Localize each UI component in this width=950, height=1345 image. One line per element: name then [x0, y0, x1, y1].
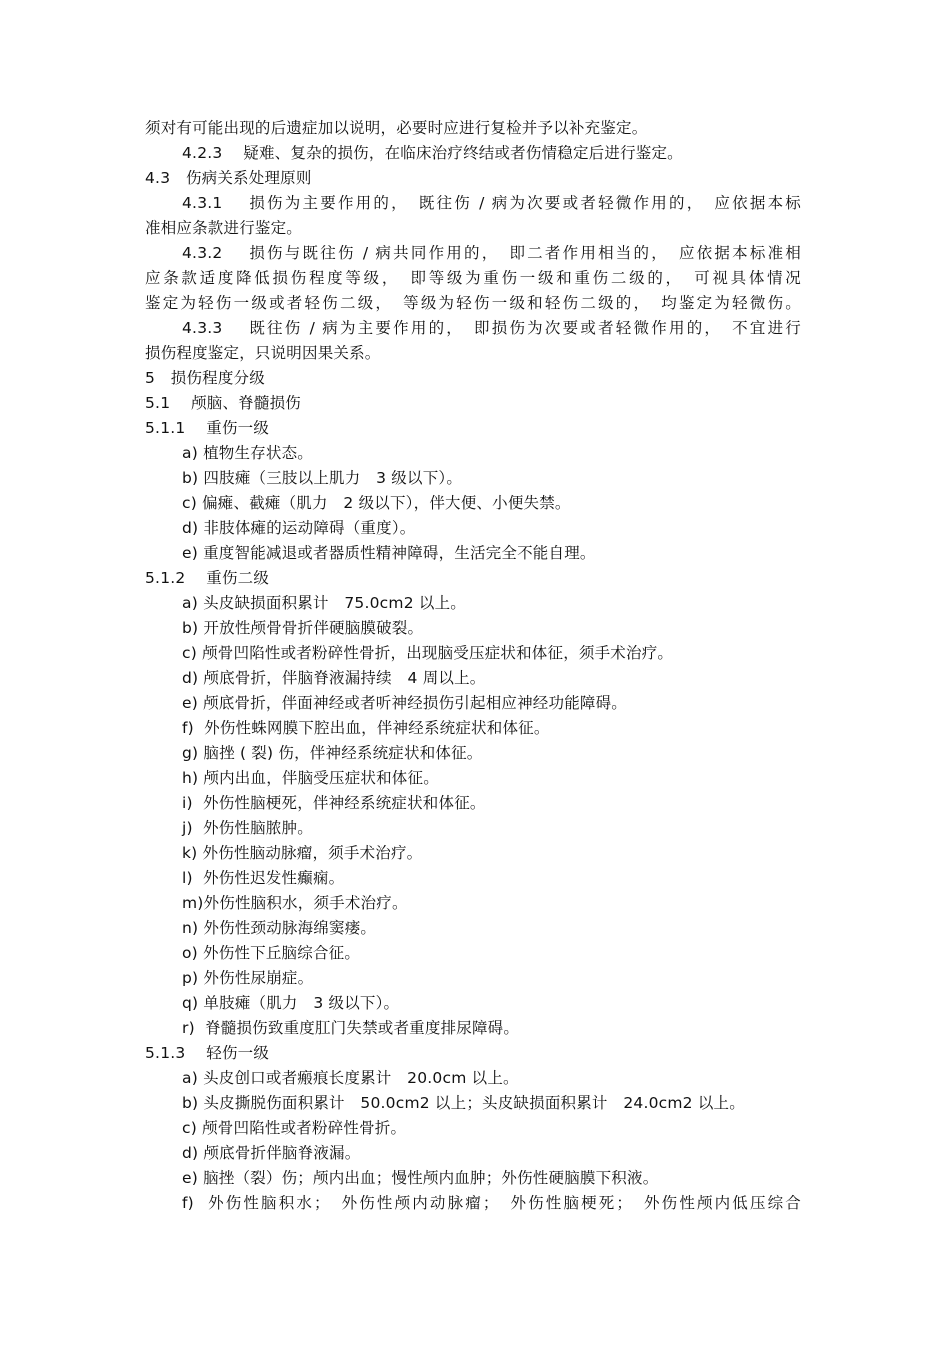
clause-4-3-3: 4.3.3 既往伤 / 病为主要作用的， 即损伤为次要或者轻微作用的， 不宜进行 [182, 319, 801, 337]
list-item: e) 脑挫（裂）伤；颅内出血；慢性颅内血肿；外伤性硬脑膜下积液。 [182, 1169, 659, 1187]
list-item: e) 重度智能减退或者器质性精神障碍，生活完全不能自理。 [182, 544, 596, 562]
clause-4-3-1: 4.3.1 损伤为主要作用的， 既往伤 / 病为次要或者轻微作用的， 应依据本标 [182, 194, 801, 212]
list-item: f) 外伤性蛛网膜下腔出血，伴神经系统症状和体征。 [182, 719, 550, 737]
subsection-heading-5-1-3: 5.1.3 轻伤一级 [145, 1044, 270, 1062]
list-item: p) 外伤性尿崩症。 [182, 969, 314, 987]
paragraph-line: 须对有可能出现的后遗症加以说明，必要时应进行复检并予以补充鉴定。 [145, 119, 648, 137]
clause-4-3-1-cont: 准相应条款进行鉴定。 [145, 219, 303, 237]
list-item: j) 外伤性脑脓肿。 [182, 819, 313, 837]
list-item: c) 偏瘫、截瘫（肌力 2 级以下），伴大便、小便失禁。 [182, 494, 571, 512]
subsection-heading-5-1-2: 5.1.2 重伤二级 [145, 569, 270, 587]
list-item: h) 颅内出血，伴脑受压症状和体征。 [182, 769, 439, 787]
list-item: f) 外伤性脑积水； 外伤性颅内动脉瘤； 外伤性脑梗死； 外伤性颅内低压综合 [182, 1194, 801, 1212]
clause-4-3-2-cont: 鉴定为轻伤一级或者轻伤二级， 等级为轻伤一级和轻伤二级的， 均鉴定为轻微伤。 [145, 294, 801, 312]
list-item: c) 颅骨凹陷性或者粉碎性骨折，出现脑受压症状和体征，须手术治疗。 [182, 644, 674, 662]
list-item: d) 颅底骨折伴脑脊液漏。 [182, 1144, 361, 1162]
list-item: b) 头皮撕脱伤面积累计 50.0cm2 以上；头皮缺损面积累计 24.0cm2 以上。 [182, 1094, 745, 1112]
list-item: l) 外伤性迟发性癫痫。 [182, 869, 345, 887]
list-item: k) 外伤性脑动脉瘤，须手术治疗。 [182, 844, 423, 862]
list-item: a) 头皮创口或者瘢痕长度累计 20.0cm 以上。 [182, 1069, 519, 1087]
subsection-heading-5-1-1: 5.1.1 重伤一级 [145, 419, 270, 437]
list-item: c) 颅骨凹陷性或者粉碎性骨折。 [182, 1119, 407, 1137]
list-item: o) 外伤性下丘脑综合征。 [182, 944, 361, 962]
list-item: a) 植物生存状态。 [182, 444, 313, 462]
list-item: d) 颅底骨折，伴脑脊液漏持续 4 周以上。 [182, 669, 486, 687]
list-item: n) 外伤性颈动脉海绵窦瘘。 [182, 919, 377, 937]
clause-4-3-2: 4.3.2 损伤与既往伤 / 病共同作用的， 即二者作用相当的， 应依据本标准相 [182, 244, 801, 262]
chapter-heading-5: 5 损伤程度分级 [145, 369, 265, 387]
clause-4-2-3: 4.2.3 疑难、复杂的损伤，在临床治疗终结或者伤情稳定后进行鉴定。 [182, 144, 683, 162]
list-item: g) 脑挫 ( 裂) 伤，伴神经系统症状和体征。 [182, 744, 483, 762]
clause-4-3-3-cont: 损伤程度鉴定，只说明因果关系。 [145, 344, 381, 362]
list-item: r) 脊髓损伤致重度肛门失禁或者重度排尿障碍。 [182, 1019, 520, 1037]
list-item: q) 单肢瘫（肌力 3 级以下）。 [182, 994, 400, 1012]
list-item: b) 四肢瘫（三肢以上肌力 3 级以下）。 [182, 469, 463, 487]
list-item: i) 外伤性脑梗死，伴神经系统症状和体征。 [182, 794, 486, 812]
clause-4-3-2-cont: 应条款适度降低损伤程度等级， 即等级为重伤一级和重伤二级的， 可视具体情况 [145, 269, 801, 287]
list-item: m)外伤性脑积水，须手术治疗。 [182, 894, 408, 912]
list-item: d) 非肢体瘫的运动障碍（重度）。 [182, 519, 416, 537]
list-item: e) 颅底骨折，伴面神经或者听神经损伤引起相应神经功能障碍。 [182, 694, 628, 712]
section-heading-5-1: 5.1 颅脑、脊髓损伤 [145, 394, 301, 412]
section-heading-4-3: 4.3 伤病关系处理原则 [145, 169, 312, 187]
list-item: a) 头皮缺损面积累计 75.0cm2 以上。 [182, 594, 466, 612]
list-item: b) 开放性颅骨骨折伴硬脑膜破裂。 [182, 619, 424, 637]
